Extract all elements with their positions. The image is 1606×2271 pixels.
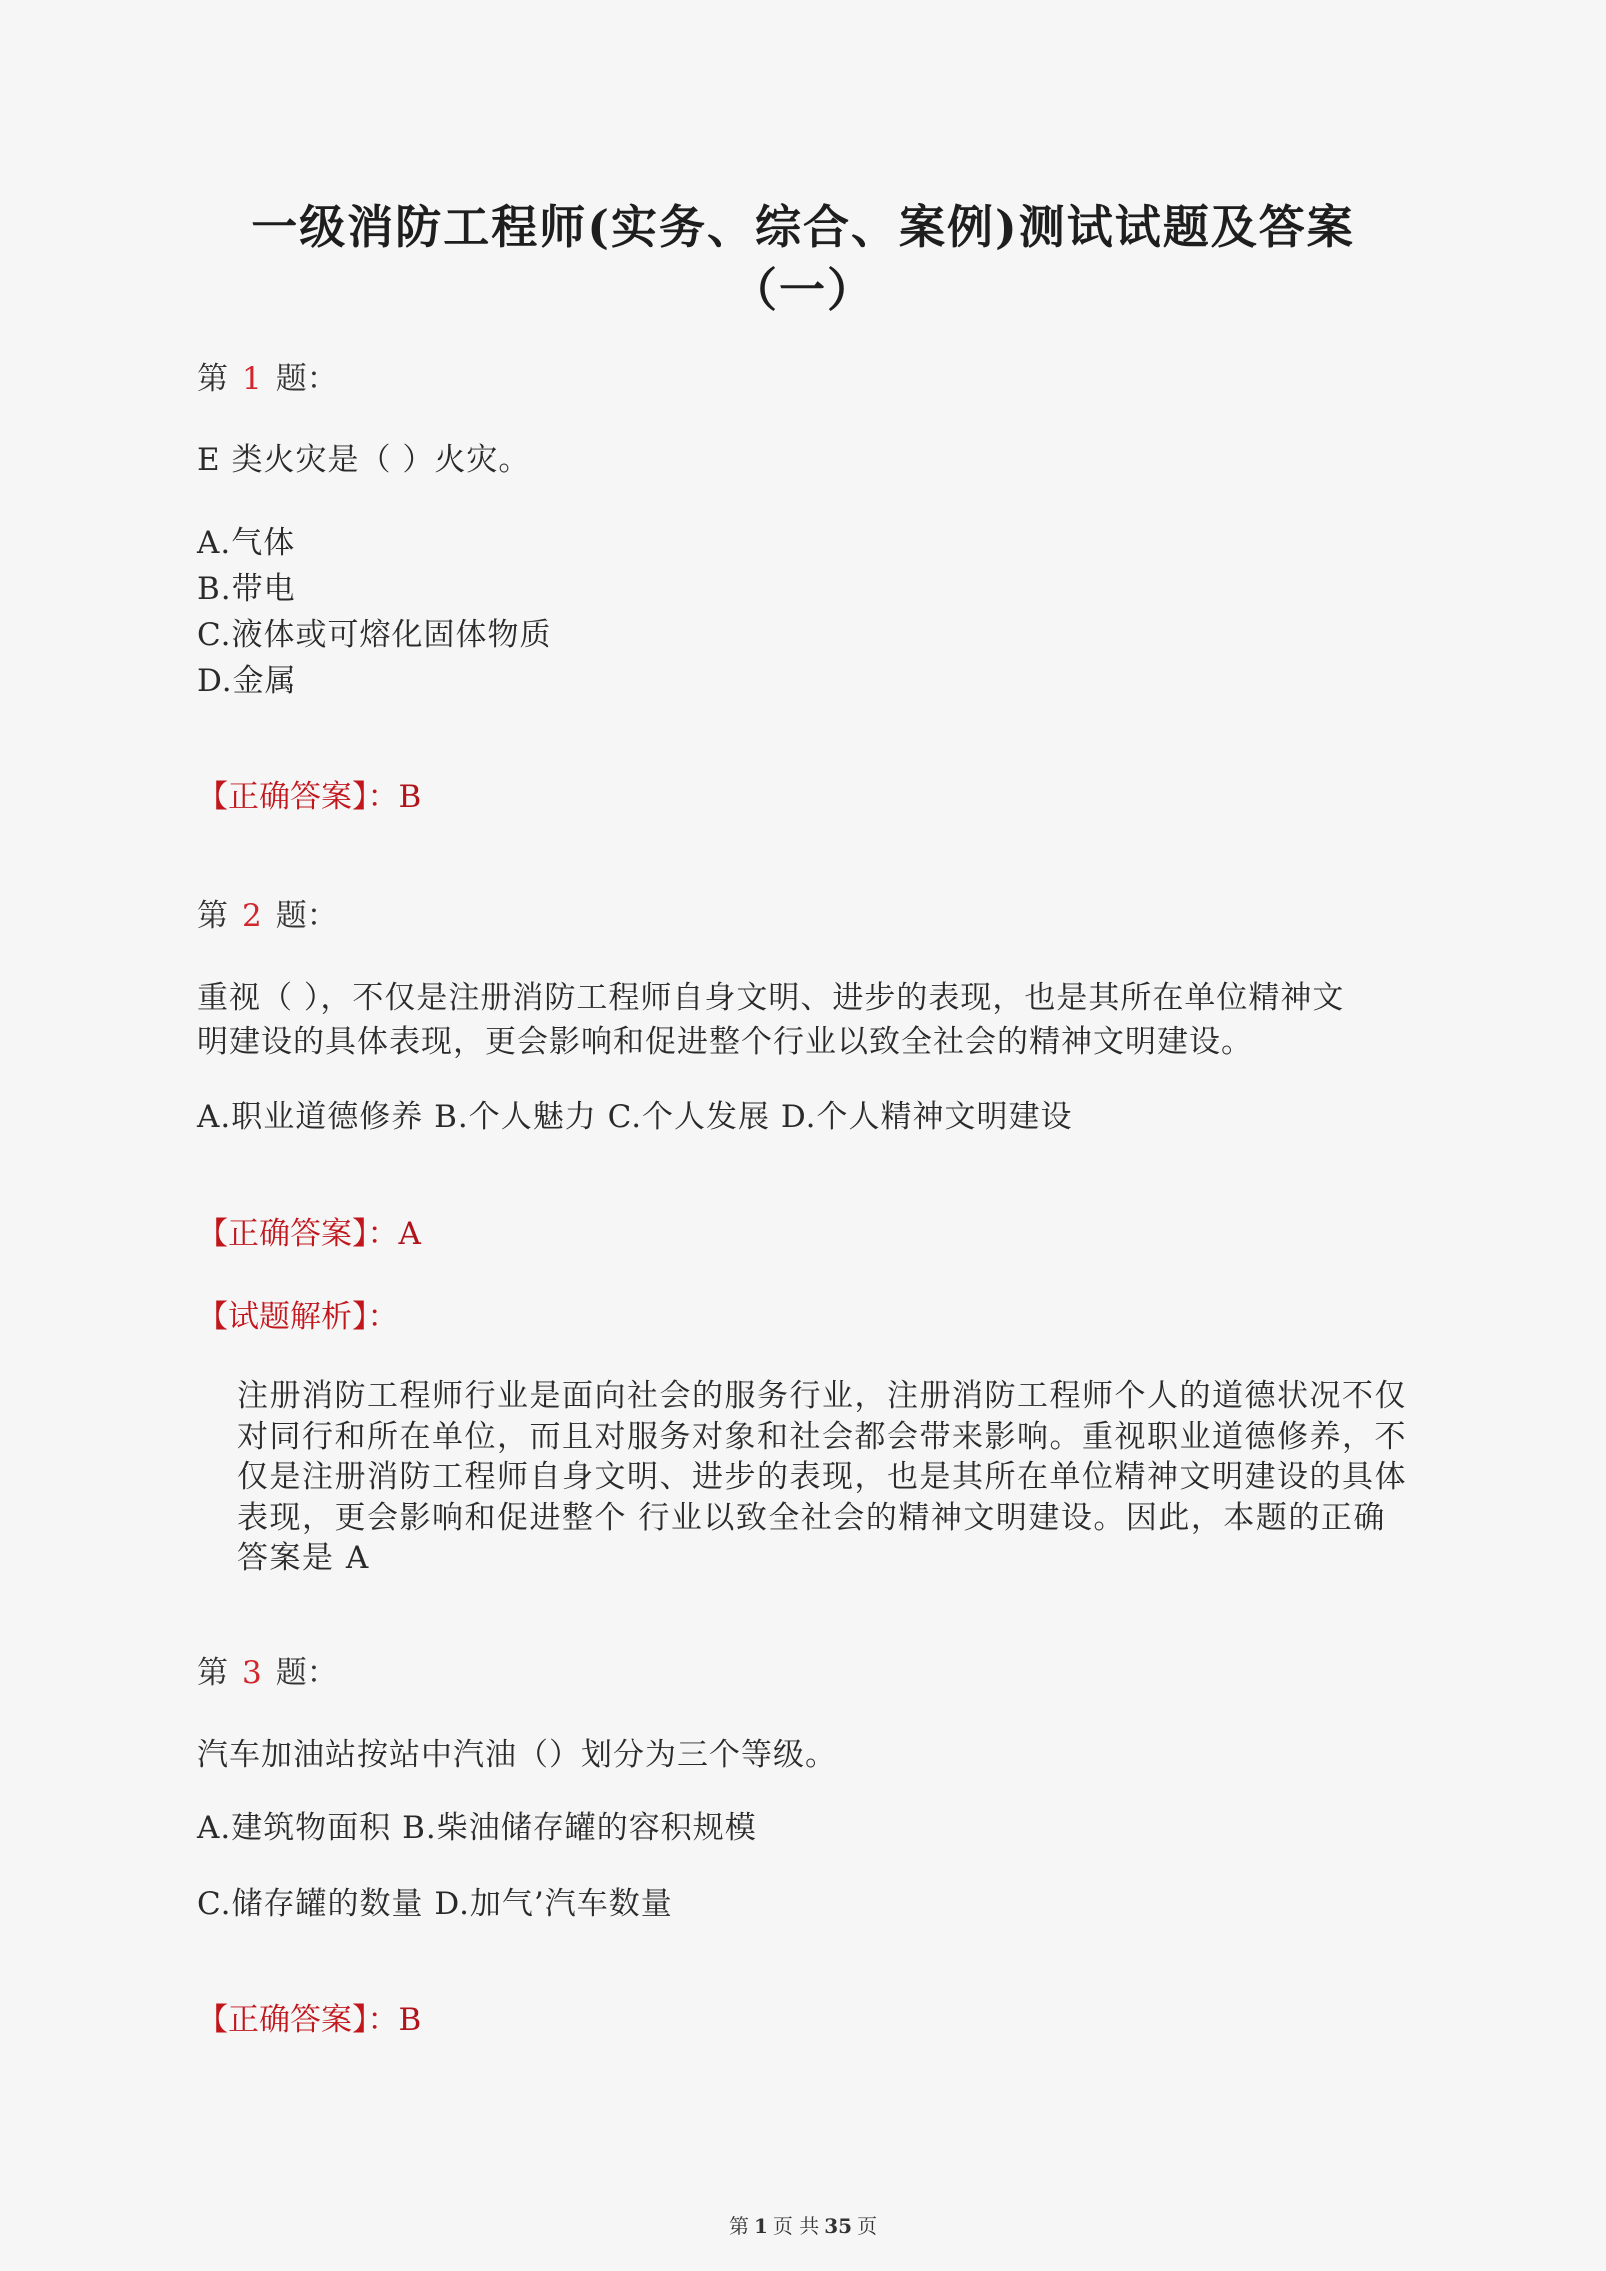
document-title: 一级消防工程师(实务、综合、案例)测试试题及答案 [251, 200, 1355, 254]
option-list [197, 520, 551, 704]
question-stem: E 类火灾是（ ）火灾。 [197, 442, 531, 478]
option-a: A.气体 [197, 525, 296, 561]
correct-answer-label: 【正确答案】： [197, 2002, 399, 2038]
analysis-heading: 【试题解析】： [197, 1299, 399, 1335]
correct-answer-label: 【正确答案】： [197, 1216, 399, 1252]
question-number: 2 [242, 898, 262, 934]
correct-answer [197, 777, 421, 817]
correct-answer-value: B [398, 779, 422, 815]
question-label-suffix: 题： [275, 1655, 338, 1691]
question-stem [197, 976, 1344, 1064]
question-label [197, 359, 338, 399]
footer-middle: 页 共 [772, 2214, 820, 2238]
question-stem: 汽车加油站按站中汽油（）划分为三个等级。 [197, 1737, 837, 1773]
footer-page-number: 1 [753, 2214, 768, 2238]
footer-prefix: 第 [728, 2214, 749, 2238]
correct-answer-value: B [398, 2002, 422, 2038]
question-label-prefix: 第 [197, 1655, 228, 1691]
page-footer [0, 2213, 1606, 2239]
option-line: A.建筑物面积 B.柴油储存罐的容积规模 [197, 1810, 757, 1846]
analysis-line: 注册消防工程师行业是面向社会的服务行业，注册消防工程师个人的道德状况不仅 [237, 1378, 1407, 1414]
option-b: B.带电 [197, 571, 296, 607]
question-label-prefix: 第 [197, 898, 228, 934]
analysis-line: 仅是注册消防工程师自身文明、进步的表现，也是其所在单位精神文明建设的具体 [237, 1459, 1407, 1495]
question-label [197, 896, 338, 936]
question-label [197, 1653, 338, 1693]
analysis-text [237, 1376, 1407, 1579]
option-line: C.储存罐的数量 D.加气’汽车数量 [197, 1886, 673, 1922]
question-label-prefix: 第 [197, 361, 228, 397]
question-label-suffix: 题： [275, 898, 338, 934]
question-label-suffix: 题： [275, 361, 338, 397]
analysis-line: 对同行和所在单位，而且对服务对象和社会都会带来影响。重视职业道德修养，不 [237, 1418, 1407, 1455]
document-title-suffix: （一） [731, 263, 875, 317]
correct-answer [197, 2000, 421, 2040]
correct-answer [197, 1214, 421, 1254]
analysis-line: 表现，更会影响和促进整个 行业以致全社会的精神文明建设。因此，本题的正确 [237, 1499, 1386, 1536]
question-stem-line: 重视（ ），不仅是注册消防工程师自身文明、进步的表现，也是其所在单位精神文 [197, 980, 1345, 1016]
option-list: A.职业道德修养 B.个人魅力 C.个人发展 D.个人精神文明建设 [197, 1099, 1073, 1135]
option-c: C.液体或可熔化固体物质 [197, 617, 552, 653]
correct-answer-label: 【正确答案】： [197, 779, 399, 815]
question-stem-line: 明建设的具体表现，更会影响和促进整个行业以致全社会的精神文明建设。 [197, 1024, 1253, 1060]
analysis-line: 答案是 A [237, 1540, 370, 1576]
footer-total-pages: 35 [824, 2214, 853, 2238]
footer-suffix: 页 [857, 2214, 878, 2238]
correct-answer-value: A [398, 1216, 421, 1252]
question-number: 3 [242, 1655, 262, 1691]
option-d: D.金属 [197, 663, 297, 699]
question-number: 1 [242, 361, 262, 397]
